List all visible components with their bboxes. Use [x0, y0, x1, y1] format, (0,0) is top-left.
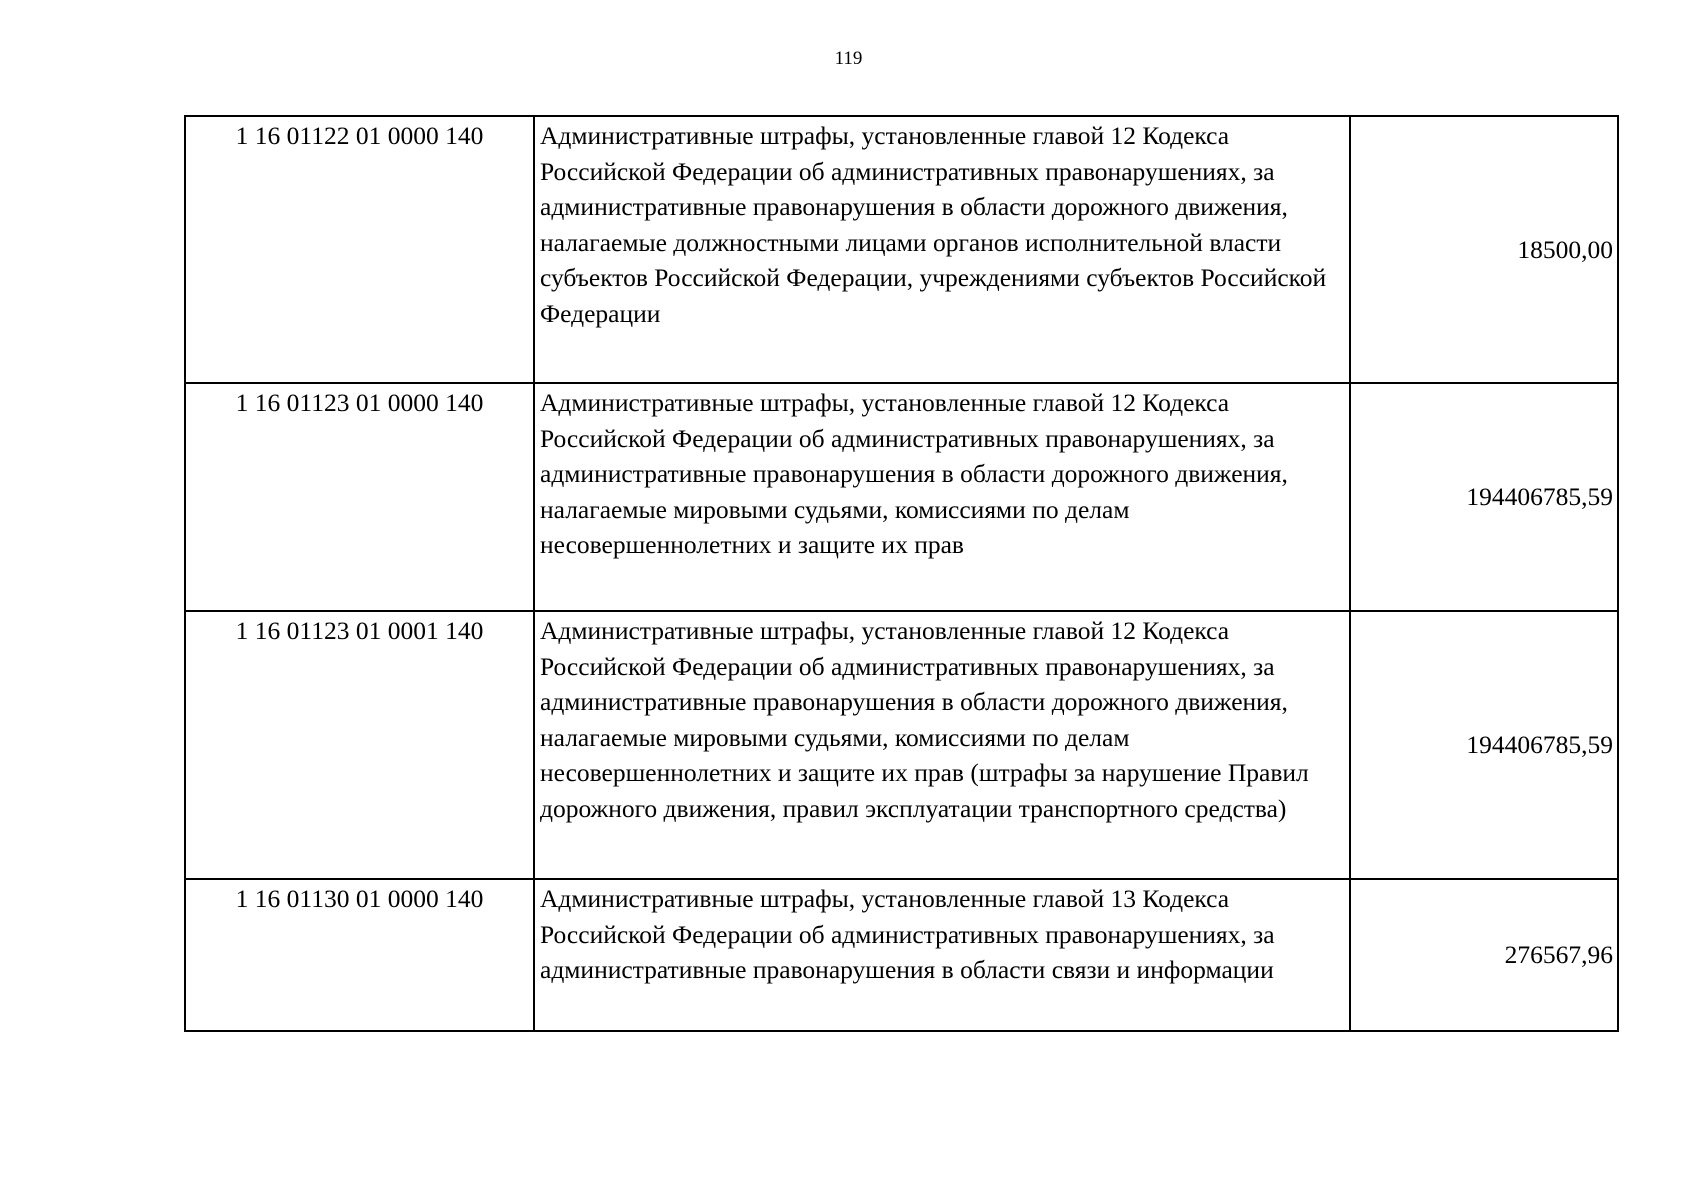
amount-cell: 18500,00	[1350, 116, 1618, 383]
amount-cell: 194406785,59	[1350, 611, 1618, 879]
revenue-description-cell: Административные штрафы, установленные главой 12 Кодекса Российской Федерации об административных правонарушениях, за административные правонарушения в области дорожного движения, налагаемые должностными лицами органов исполнительной власти субъектов Российской Федерации, учреждениями субъектов Российской Федерации	[534, 116, 1350, 383]
amount-cell: 276567,96	[1350, 879, 1618, 1031]
budget-code-cell: 1 16 01122 01 0000 140	[185, 116, 534, 383]
budget-code-cell: 1 16 01123 01 0001 140	[185, 611, 534, 879]
table-row	[185, 611, 1618, 879]
page-number: 119	[834, 48, 863, 69]
amount-cell: 194406785,59	[1350, 383, 1618, 611]
table-row	[185, 383, 1618, 611]
table-row	[185, 116, 1618, 383]
table-row	[185, 879, 1618, 1031]
revenue-description-cell: Административные штрафы, установленные главой 12 Кодекса Российской Федерации об административных правонарушениях, за административные правонарушения в области дорожного движения, налагаемые мировыми судьями, комиссиями по делам несовершеннолетних и защите их прав	[534, 383, 1350, 611]
budget-code-cell: 1 16 01123 01 0000 140	[185, 383, 534, 611]
revenue-description-cell: Административные штрафы, установленные главой 12 Кодекса Российской Федерации об административных правонарушениях, за административные правонарушения в области дорожного движения, налагаемые мировыми судьями, комиссиями по делам несовершеннолетних и защите их прав (штрафы за нарушение Правил дорожного движения, правил эксплуатации транспортного средства)	[534, 611, 1350, 879]
revenue-description-cell: Административные штрафы, установленные главой 13 Кодекса Российской Федерации об административных правонарушениях, за административные правонарушения в области связи и информации	[534, 879, 1350, 1031]
budget-revenue-table	[184, 115, 1619, 1032]
budget-code-cell: 1 16 01130 01 0000 140	[185, 879, 534, 1031]
